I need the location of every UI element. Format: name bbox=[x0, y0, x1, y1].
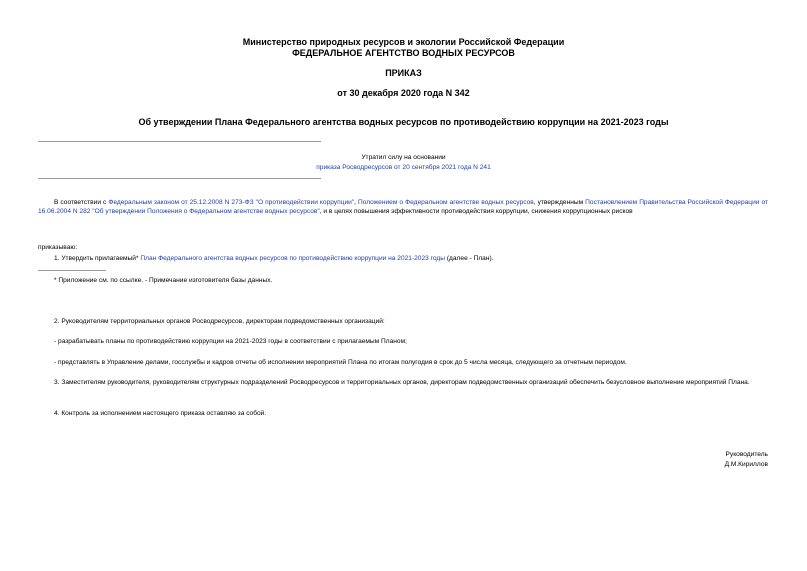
preamble-text-3: , утвержденным bbox=[533, 199, 586, 206]
order-word: приказываю: bbox=[38, 244, 78, 251]
agency-regulation-link[interactable]: Положением о Федеральном агентстве водных ресурсов bbox=[358, 199, 534, 206]
item-2-a: - разрабатывать планы по противодействию коррупции на 2021-2023 годы в соответствии с прилагаемым Планом; bbox=[54, 338, 407, 345]
item-1-suffix: (далее - План). bbox=[445, 255, 494, 262]
preamble-text-2: , bbox=[354, 199, 358, 206]
item-2: 2. Руководителям территориальных органов Росводресурсов, директорам подведомственных организаций: bbox=[54, 318, 385, 325]
item-4: 4. Контроль за исполнением настоящего приказа оставляю за собой. bbox=[54, 410, 267, 417]
status-link[interactable]: приказа Росводресурсов от 20 сентября 2021 года N 241 bbox=[316, 164, 491, 171]
ministry-name: Министерство природных ресурсов и экологии Российской Федерации bbox=[242, 37, 565, 47]
government-decree-link[interactable]: Постановлением Правительства Российской Федерации от 16.06.2004 N 282 "Об утверждении Положения о Федеральном агентстве водных ресурсов" bbox=[38, 199, 768, 216]
preamble-paragraph bbox=[38, 198, 768, 217]
doc-date: от 30 декабря 2020 года N 342 bbox=[337, 88, 470, 98]
status-rule-bottom bbox=[38, 178, 321, 179]
item-3: 3. Заместителям руководителя, руководителям структурных подразделений Росводресурсов и территориальных органов, директорам подведомственных организаций обеспечить безусловное выполнение мероприятий Плана. bbox=[54, 379, 750, 386]
signature-name: Д.М.Кириллов bbox=[724, 461, 768, 468]
signature-position: Руководитель bbox=[725, 451, 768, 458]
agency-name: ФЕДЕРАЛЬНОЕ АГЕНТСТВО ВОДНЫХ РЕСУРСОВ bbox=[292, 48, 515, 58]
item-2-b: - представлять в Управление делами, госслужбы и кадров отчеты об исполнении мероприятий Плана по итогам полугодия в срок до 5 числа месяца, следующего за отчетным периодом. bbox=[54, 359, 627, 366]
preamble-text-1: В соответствии с bbox=[54, 199, 109, 206]
item-1-prefix: 1. Утвердить прилагаемый* bbox=[54, 255, 141, 262]
item-1 bbox=[54, 254, 494, 263]
federal-law-link[interactable]: Федеральным законом от 25.12.2008 N 273-ФЗ "О противодействии коррупции" bbox=[108, 199, 355, 206]
plan-link[interactable]: План Федерального агентства водных ресурсов по противодействию коррупции на 2021-2023 годы bbox=[140, 255, 446, 262]
status-rule-top bbox=[38, 141, 321, 142]
footnote-rule bbox=[38, 270, 106, 271]
footnote: * Приложение см. по ссылке. - Примечание изготовителя базы данных. bbox=[54, 277, 273, 284]
preamble-text-4: , и в целях повышения эффективности противодействия коррупции, снижения коррупционных рисков bbox=[319, 208, 633, 216]
status-text: Утратил силу на основании bbox=[361, 154, 446, 161]
doc-type: ПРИКАЗ bbox=[385, 68, 422, 78]
doc-title: Об утверждении Плана Федерального агентства водных ресурсов по противодействию коррупции на 2021-2023 годы bbox=[138, 117, 669, 127]
